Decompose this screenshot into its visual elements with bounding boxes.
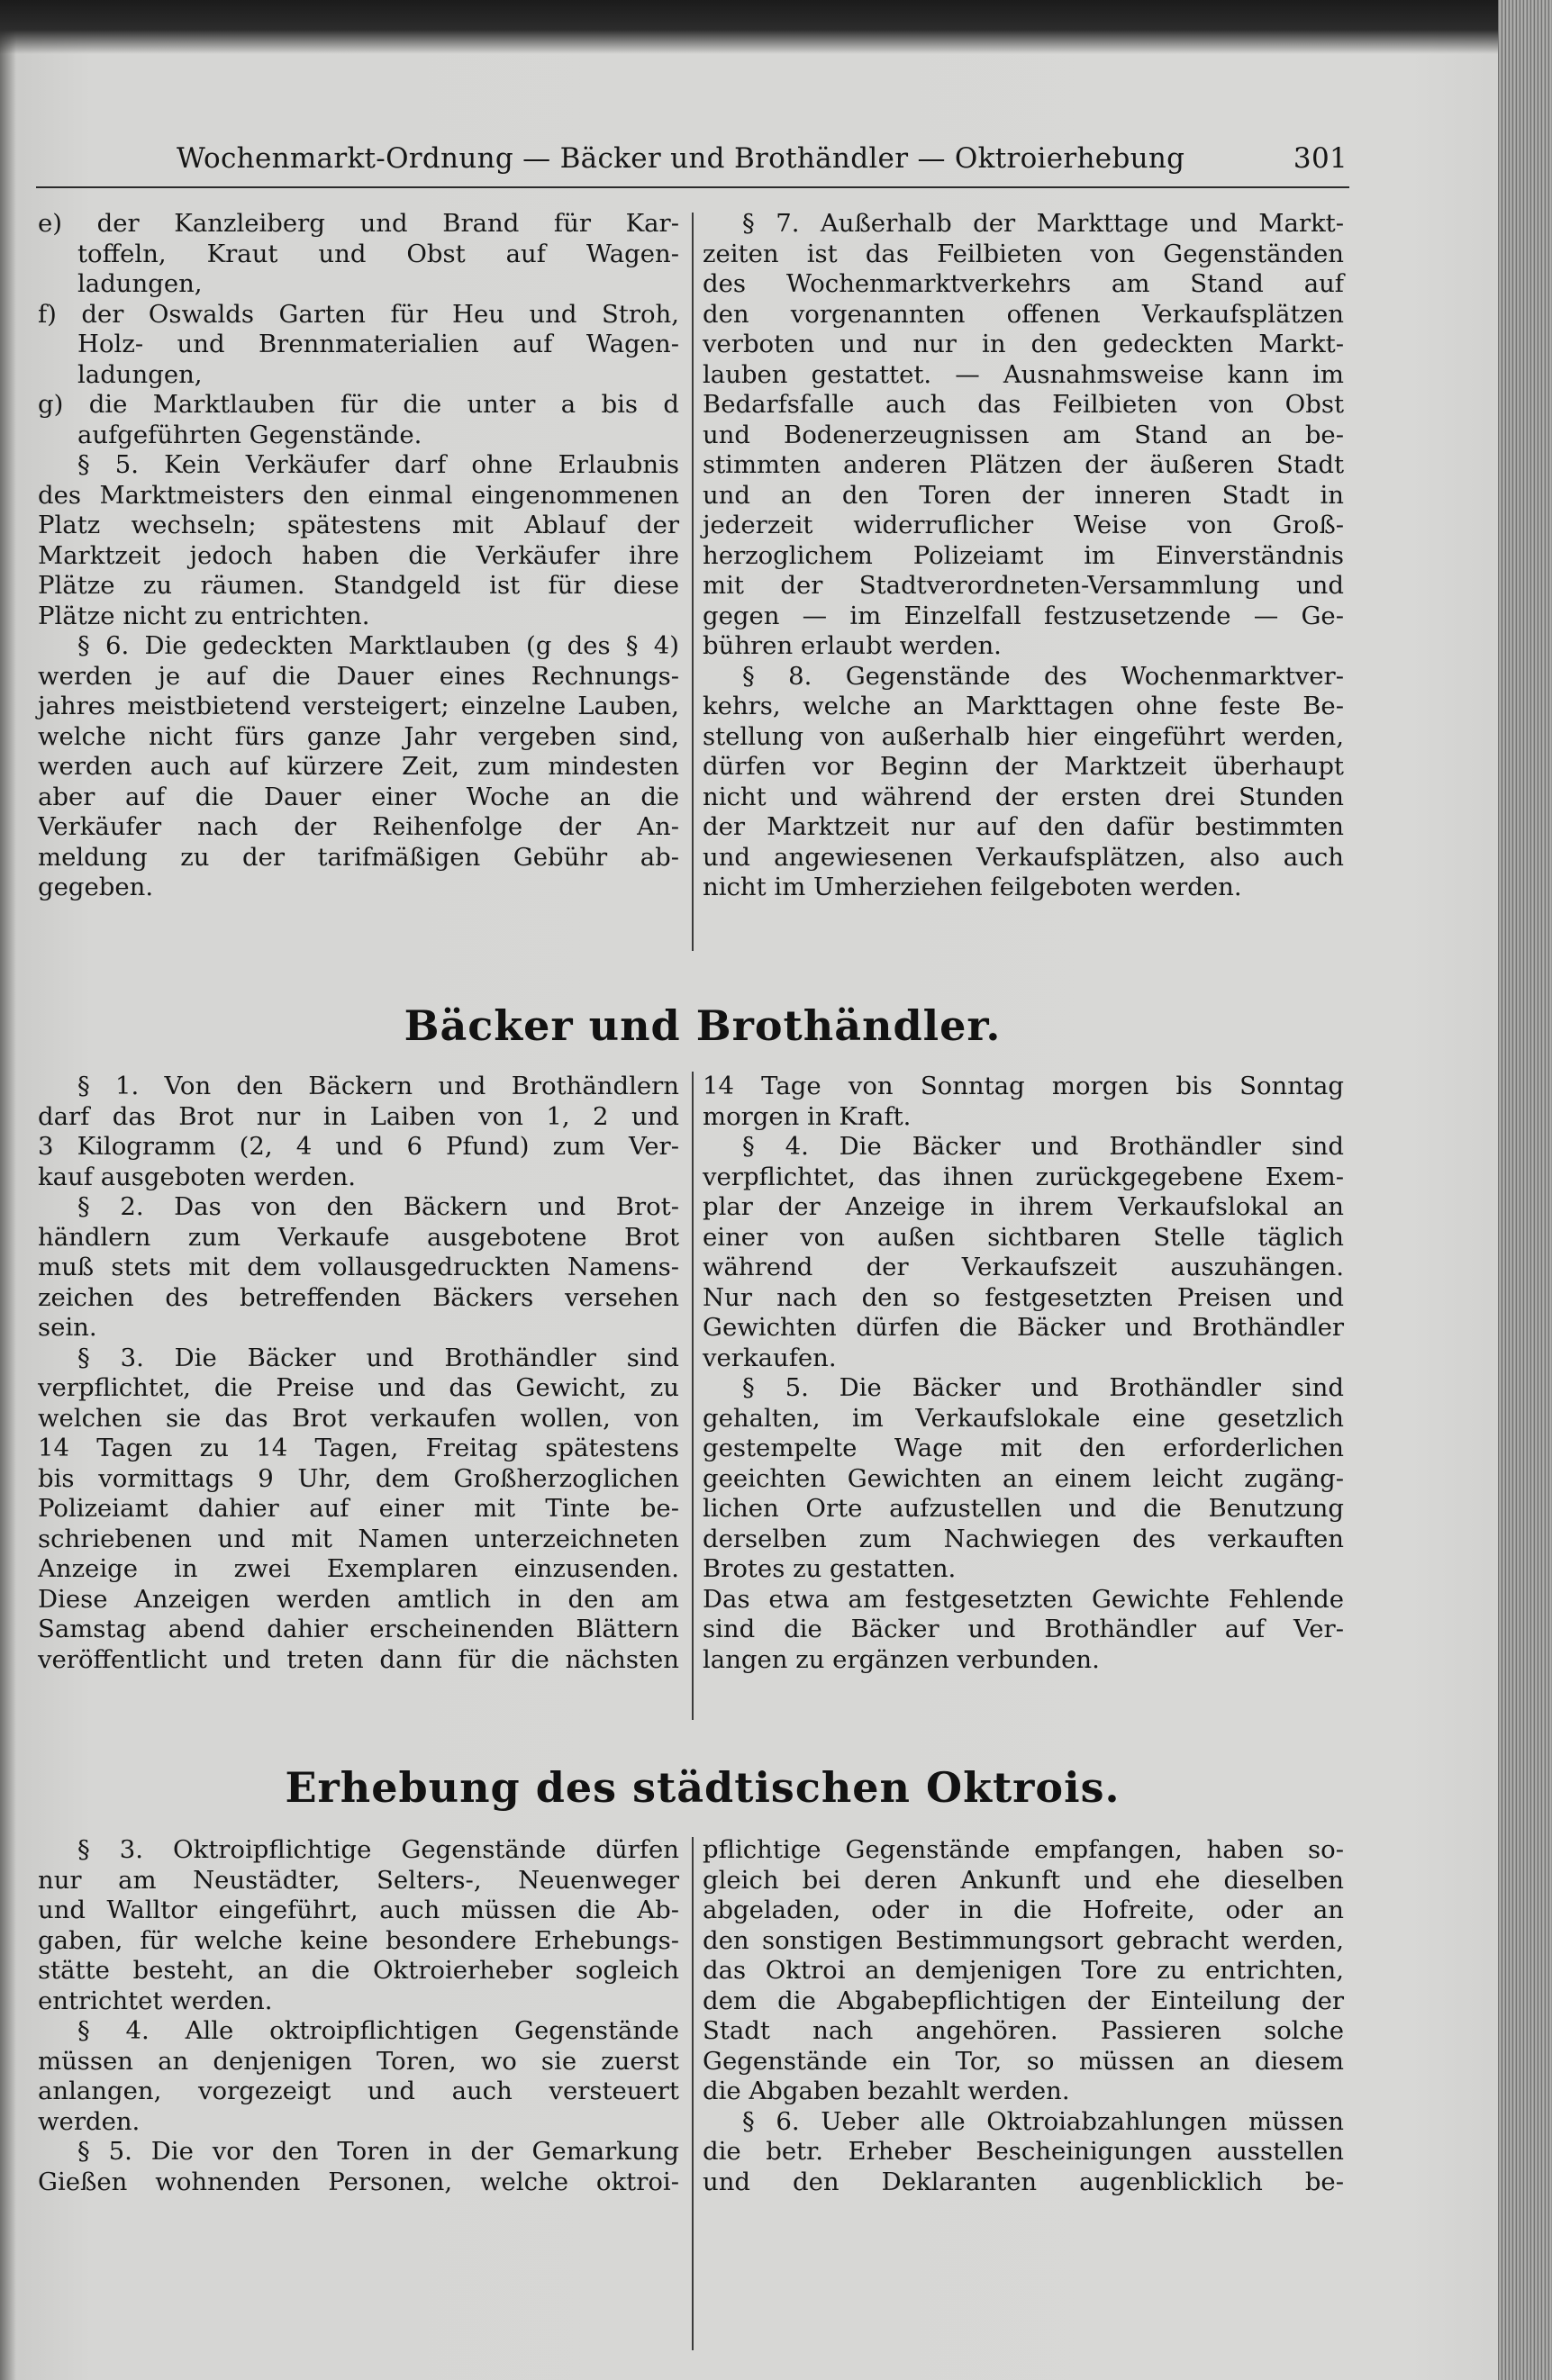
text-line: toffeln, Kraut und Obst auf Wagen- [77, 239, 679, 268]
text-line: kehrs, welche an Markttagen ohne feste Be- [703, 692, 1344, 720]
section1-left-column [38, 209, 679, 903]
text-line: nicht und während der ersten drei Stunden [703, 782, 1344, 811]
text-line: § 2. Das von den Bäckern und Brot- [77, 1192, 679, 1221]
text-line: langen zu ergänzen verbunden. [703, 1644, 1100, 1674]
text-line: werden auch auf kürzere Zeit, zum mindesten [38, 752, 679, 781]
text-line: morgen in Kraft. [703, 1101, 912, 1131]
text-line: die Abgaben bezahlt werden. [703, 2077, 1070, 2105]
text-line: geeichten Gewichten an einem leicht zugäng- [703, 1463, 1344, 1493]
scan-top-edge [0, 0, 1552, 54]
text-line: meldung zu der tarifmäßigen Gebühr ab- [38, 842, 679, 872]
text-line: Polizeiamt dahier auf einer mit Tinte be- [38, 1494, 679, 1523]
section2-left-column [38, 1072, 679, 1675]
text-line: § 5. Die vor den Toren in der Gemarkung [77, 2137, 679, 2166]
text-line: 14 Tagen zu 14 Tagen, Freitag spätestens [38, 1434, 679, 1462]
column-rule [692, 213, 694, 951]
text-line: § 7. Außerhalb der Markttage und Markt- [742, 209, 1344, 238]
text-line: verboten und nur in den gedeckten Markt- [703, 330, 1344, 358]
text-line: und an den Toren der inneren Stadt in [703, 480, 1344, 510]
text-line: gestempelte Wage mit den erforderlichen [703, 1434, 1344, 1462]
text-line: § 6. Ueber alle Oktroiabzahlungen müssen [742, 2106, 1344, 2136]
text-line: gaben, für welche keine besondere Erhebungs- [38, 1925, 679, 1955]
running-title: Wochenmarkt-Ordnung — Bäcker und Brothändler — Oktroierhebung [177, 142, 1185, 175]
text-line: Samstag abend dahier erscheinenden Blättern [38, 1615, 679, 1643]
text-line: entrichtet werden. [38, 1986, 273, 2015]
text-line: den vorgenannten offenen Verkaufsplätzen [703, 299, 1344, 329]
text-line: ladungen, [77, 359, 203, 389]
text-line: aber auf die Dauer einer Woche an die [38, 782, 679, 811]
text-line: sind die Bäcker und Brothändler auf Ver- [703, 1615, 1344, 1643]
text-line: § 3. Die Bäcker und Brothändler sind [77, 1343, 679, 1372]
text-line: lichen Orte aufzustellen und die Benutzung [703, 1494, 1344, 1523]
text-line: zeiten ist das Feilbieten von Gegenständen [703, 239, 1344, 268]
text-line: und Walltor eingeführt, auch müssen die Ab- [38, 1896, 679, 1924]
text-line: § 5. Kein Verkäufer darf ohne Erlaubnis [77, 450, 679, 479]
text-line: müssen an denjenigen Toren, wo sie zuerst [38, 2046, 679, 2076]
text-line: das Oktroi an demjenigen Tore zu entrichten, [703, 1956, 1344, 1985]
text-line: bis vormittags 9 Uhr, dem Großherzoglichen [38, 1463, 679, 1493]
text-line: aufgeführten Gegenstände. [77, 420, 422, 449]
text-line: dem die Abgabepflichtigen der Einteilung der [703, 1986, 1344, 2015]
text-line: § 8. Gegenstände des Wochenmarktver- [742, 661, 1344, 691]
text-line: verkaufen. [703, 1343, 837, 1372]
book-page-edges [1498, 0, 1552, 2380]
text-line: § 4. Die Bäcker und Brothändler sind [742, 1132, 1344, 1161]
text-line: 3 Kilogramm (2, 4 und 6 Pfund) zum Ver- [38, 1132, 679, 1161]
text-line: Nur nach den so festgesetzten Preisen und [703, 1282, 1344, 1312]
text-line: der Marktzeit nur auf den dafür bestimmten [703, 812, 1344, 841]
text-line: Gießen wohnenden Personen, welche oktroi- [38, 2167, 679, 2196]
text-line: Holz- und Brennmaterialien auf Wagen- [77, 330, 679, 358]
text-line: welchen sie das Brot verkaufen wollen, von [38, 1403, 679, 1433]
text-line: plar der Anzeige in ihrem Verkaufslokal an [703, 1192, 1344, 1221]
text-line: Platz wechseln; spätestens mit Ablauf der [38, 511, 679, 539]
page-gutter-shadow [0, 0, 16, 2380]
running-header [177, 137, 1348, 182]
text-line: gleich bei deren Ankunft und ehe dieselben [703, 1865, 1344, 1895]
text-line: werden je auf die Dauer eines Rechnungs- [38, 661, 679, 691]
text-line: ladungen, [77, 269, 203, 298]
text-line: muß stets mit dem vollausgedruckten Namens- [38, 1253, 679, 1281]
text-line: die betr. Erheber Bescheinigungen ausstellen [703, 2137, 1344, 2166]
text-line: einer von außen sichtbaren Stelle täglich [703, 1222, 1344, 1252]
text-line: zeichen des betreffenden Bäckers versehen [38, 1282, 679, 1312]
section2-right-column [703, 1072, 1344, 1675]
text-line: darf das Brot nur in Laiben von 1, 2 und [38, 1101, 679, 1131]
text-line: Stadt nach angehören. Passieren solche [703, 2016, 1344, 2045]
text-line: den sonstigen Bestimmungsort gebracht werden, [703, 1925, 1344, 1955]
text-line: und Bodenerzeugnissen am Stand an be- [703, 420, 1344, 449]
text-line: werden. [38, 2106, 141, 2136]
text-line: Gewichten dürfen die Bäcker und Brothändler [703, 1313, 1344, 1342]
text-line: gegen — im Einzelfall festzusetzende — Ge- [703, 601, 1344, 630]
text-line: gegeben. [38, 873, 154, 901]
text-line: und angewiesenen Verkaufsplätzen, also auch [703, 842, 1344, 872]
text-line: welche nicht fürs ganze Jahr vergeben sind, [38, 721, 679, 751]
text-line: derselben zum Nachwiegen des verkauften [703, 1524, 1344, 1553]
text-line: § 3. Oktroipflichtige Gegenstände dürfen [77, 1835, 679, 1864]
text-line: des Marktmeisters den einmal eingenommenen [38, 480, 679, 510]
text-line: sein. [38, 1313, 97, 1342]
text-line: e) der Kanzleiberg und Brand für Kar- [38, 209, 679, 238]
text-line: lauben gestattet. — Ausnahmsweise kann im [703, 359, 1344, 389]
text-line: Brotes zu gestatten. [703, 1554, 957, 1583]
text-line: abgeladen, oder in die Hofreite, oder an [703, 1896, 1344, 1924]
text-line: herzoglichem Polizeiamt im Einverständnis [703, 540, 1344, 570]
text-line: anlangen, vorgezeigt und auch versteuert [38, 2077, 679, 2105]
text-line: schriebenen und mit Namen unterzeichneten [38, 1524, 679, 1553]
text-line: § 4. Alle oktroipflichtigen Gegenstände [77, 2016, 679, 2045]
text-line: bühren erlaubt werden. [703, 631, 1002, 660]
section1-right-column [703, 209, 1344, 903]
text-line: Plätze nicht zu entrichten. [38, 601, 370, 630]
text-line: Diese Anzeigen werden amtlich in den am [38, 1584, 679, 1614]
text-line: und den Deklaranten augenblicklich be- [703, 2167, 1344, 2196]
text-line: Gegenstände ein Tor, so müssen an diesem [703, 2046, 1344, 2076]
text-line: 14 Tage von Sonntag morgen bis Sonntag [703, 1072, 1344, 1100]
section-title-baecker: Bäcker und Brothändler. [404, 1001, 1002, 1050]
text-line: stellung von außerhalb hier eingeführt werden, [703, 721, 1344, 751]
text-line: nur am Neustädter, Selters-, Neuenweger [38, 1865, 679, 1895]
text-line: Marktzeit jedoch haben die Verkäufer ihre [38, 540, 679, 570]
text-line: f) der Oswalds Garten für Heu und Stroh, [38, 299, 679, 329]
text-line: pflichtige Gegenstände empfangen, haben so- [703, 1835, 1344, 1864]
text-line: stimmten anderen Plätzen der äußeren Stadt [703, 450, 1344, 479]
text-line: Anzeige in zwei Exemplaren einzusenden. [38, 1554, 679, 1583]
text-line: nicht im Umherziehen feilgeboten werden. [703, 873, 1242, 901]
section3-left-column [38, 1835, 679, 2197]
text-line: verpflichtet, das ihnen zurückgegebene Exem- [703, 1162, 1344, 1191]
text-line: g) die Marktlauben für die unter a bis d [38, 390, 679, 419]
column-rule [692, 1072, 694, 1720]
text-line: des Wochenmarktverkehrs am Stand auf [703, 269, 1344, 298]
text-line: kauf ausgeboten werden. [38, 1162, 357, 1191]
text-line: § 1. Von den Bäckern und Brothändlern [77, 1072, 679, 1100]
column-rule [692, 1837, 694, 2350]
section3-right-column [703, 1835, 1344, 2197]
text-line: jederzeit widerruflicher Weise von Groß- [703, 511, 1344, 539]
text-line: § 6. Die gedeckten Marktlauben (g des § 4) [77, 631, 679, 660]
section-title-oktroi: Erhebung des städtischen Oktrois. [285, 1763, 1121, 1812]
text-line: Das etwa am festgesetzten Gewichte Fehlende [703, 1584, 1344, 1614]
header-rule [36, 186, 1349, 188]
text-line: veröffentlicht und treten dann für die nächsten [38, 1644, 679, 1674]
page-number: 301 [1293, 142, 1348, 175]
text-line: während der Verkaufszeit auszuhängen. [703, 1253, 1344, 1281]
text-line: stätte besteht, an die Oktroierheber sogleich [38, 1956, 679, 1985]
text-line: gehalten, im Verkaufslokale eine gesetzlich [703, 1403, 1344, 1433]
text-line: § 5. Die Bäcker und Brothändler sind [742, 1373, 1344, 1402]
text-line: händlern zum Verkaufe ausgebotene Brot [38, 1222, 679, 1252]
text-line: jahres meistbietend versteigert; einzelne Lauben, [38, 692, 679, 720]
text-line: Plätze zu räumen. Standgeld ist für diese [38, 571, 679, 600]
text-line: mit der Stadtverordneten-Versammlung und [703, 571, 1344, 600]
text-line: Bedarfsfalle auch das Feilbieten von Obst [703, 390, 1344, 419]
text-line: Verkäufer nach der Reihenfolge der An- [38, 812, 679, 841]
text-line: verpflichtet, die Preise und das Gewicht, zu [38, 1373, 679, 1402]
text-line: dürfen vor Beginn der Marktzeit überhaupt [703, 752, 1344, 781]
